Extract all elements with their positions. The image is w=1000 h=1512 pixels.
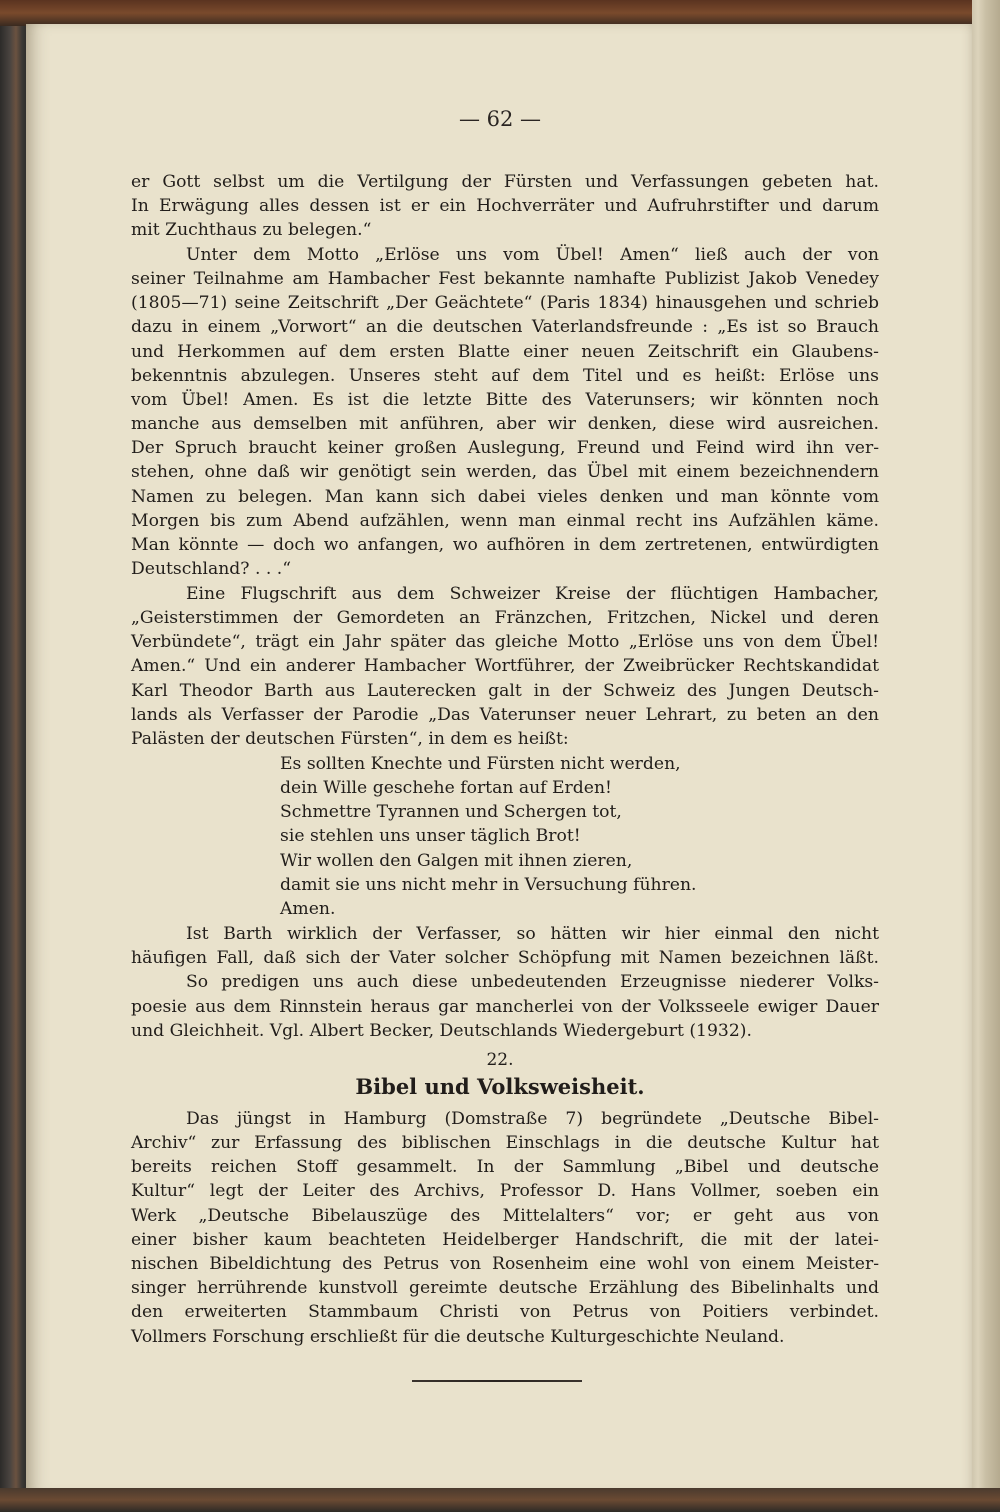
text-line: (1805—71) seine Zeitschrift „Der Geächtete“ (Paris 1834) hinausgehen und schrieb — [131, 293, 879, 313]
text-line: Werk „Deutsche Bibelauszüge des Mittelalters“ vor; er geht aus von — [131, 1206, 879, 1226]
verse-line: sie stehlen uns unser täglich Brot! — [280, 826, 581, 846]
text-line: manche aus demselben mit anführen, aber wir denken, diese wird ausreichen. — [131, 414, 879, 434]
bottom-binding-edge — [0, 1488, 1000, 1512]
section-number: 22. — [486, 1050, 514, 1070]
text-line: Archiv“ zur Erfassung des biblischen Einschlags in die deutsche Kultur hat — [131, 1133, 879, 1153]
top-binding-edge — [0, 0, 1000, 26]
text-line: mit Zuchthaus zu belegen.“ — [131, 220, 372, 240]
text-line: singer herrührende kunstvoll gereimte deutsche Erzählung des Bibelinhalts und — [131, 1278, 879, 1298]
text-line: häufigen Fall, daß sich der Vater solcher Schöpfung mit Namen bezeichnen läßt. — [131, 948, 879, 968]
text-line: poesie aus dem Rinnstein heraus gar mancherlei von der Volksseele ewiger Dauer — [131, 997, 879, 1017]
text-line: Morgen bis zum Abend aufzählen, wenn man einmal recht ins Aufzählen käme. — [131, 511, 879, 531]
text-line: vom Übel! Amen. Es ist die letzte Bitte des Vaterunsers; wir könnten noch — [131, 390, 879, 410]
section-title: Bibel und Volksweisheit. — [355, 1074, 645, 1099]
text-line: dazu in einem „Vorwort“ an die deutschen Vaterlandsfreunde : „Es ist so Brauch — [131, 317, 879, 337]
text-line: stehen, ohne daß wir genötigt sein werden, das Übel mit einem bezeichnendern — [131, 462, 879, 482]
text-line: und Gleichheit. Vgl. Albert Becker, Deutschlands Wiedergeburt (1932). — [131, 1021, 752, 1041]
text-line: Vollmers Forschung erschließt für die deutsche Kulturgeschichte Neuland. — [131, 1327, 785, 1347]
text-line: Ist Barth wirklich der Verfasser, so hätten wir hier einmal den nicht — [186, 924, 879, 944]
page-number: — 62 — — [458, 107, 542, 131]
verse-line: Schmettre Tyrannen und Schergen tot, — [280, 802, 622, 822]
verse-line: Wir wollen den Galgen mit ihnen zieren, — [280, 851, 633, 871]
text-line: Der Spruch braucht keiner großen Auslegung, Freund und Feind wird ihn ver- — [131, 438, 879, 458]
text-line: Palästen der deutschen Fürsten“, in dem es heißt: — [131, 729, 569, 749]
text-line: Karl Theodor Barth aus Lauterecken galt in der Schweiz des Jungen Deutsch- — [131, 681, 879, 701]
text-line: In Erwägung alles dessen ist er ein Hochverräter und Aufruhrstifter und darum — [131, 196, 879, 216]
text-line: seiner Teilnahme am Hambacher Fest bekannte namhafte Publizist Jakob Venedey — [131, 269, 879, 289]
verse-line: damit sie uns nicht mehr in Versuchung führen. — [280, 875, 697, 895]
text-line: Deutschland? . . .“ — [131, 559, 292, 579]
text-line: und Herkommen auf dem ersten Blatte einer neuen Zeitschrift ein Glaubens- — [131, 342, 879, 362]
text-line: Kultur“ legt der Leiter des Archivs, Professor D. Hans Vollmer, soeben ein — [131, 1181, 879, 1201]
text-line: den erweiterten Stammbaum Christi von Petrus von Poitiers verbindet. — [131, 1302, 879, 1322]
text-line: Unter dem Motto „Erlöse uns vom Übel! Amen“ ließ auch der von — [186, 245, 879, 265]
text-line: bereits reichen Stoff gesammelt. In der Sammlung „Bibel und deutsche — [131, 1157, 879, 1177]
text-line: So predigen uns auch diese unbedeutenden Erzeugnisse niederer Volks- — [186, 972, 879, 992]
verse-line: dein Wille geschehe fortan auf Erden! — [280, 778, 612, 798]
text-line: Das jüngst in Hamburg (Domstraße 7) begründete „Deutsche Bibel- — [186, 1109, 879, 1129]
text-line: Eine Flugschrift aus dem Schweizer Kreise der flüchtigen Hambacher, — [186, 584, 879, 604]
page-edges — [972, 0, 1000, 1512]
text-line: Verbündete“, trägt ein Jahr später das gleiche Motto „Erlöse uns von dem Übel! — [131, 632, 879, 652]
text-line: bekenntnis abzulegen. Unseres steht auf dem Titel und es heißt: Erlöse uns — [131, 366, 879, 386]
verse-line: Es sollten Knechte und Fürsten nicht werden, — [280, 754, 681, 774]
text-line: nischen Bibeldichtung des Petrus von Rosenheim eine wohl von einem Meister- — [131, 1254, 879, 1274]
text-line: Namen zu belegen. Man kann sich dabei vieles denken und man könnte vom — [131, 487, 879, 507]
text-line: „Geisterstimmen der Gemordeten an Fränzchen, Fritzchen, Nickel und deren — [131, 608, 879, 628]
text-line: Man könnte — doch wo anfangen, wo aufhören in dem zertretenen, entwürdigten — [131, 535, 879, 555]
text-line: lands als Verfasser der Parodie „Das Vaterunser neuer Lehrart, zu beten an den — [131, 705, 879, 725]
text-line: er Gott selbst um die Vertilgung der Fürsten und Verfassungen gebeten hat. — [131, 172, 879, 192]
text-line: Amen.“ Und ein anderer Hambacher Wortführer, der Zweibrücker Rechtskandidat — [131, 656, 879, 676]
text-line: einer bisher kaum beachteten Heidelberger Handschrift, die mit der latei- — [131, 1230, 879, 1250]
verse-line: Amen. — [280, 899, 336, 919]
end-rule — [412, 1380, 582, 1382]
